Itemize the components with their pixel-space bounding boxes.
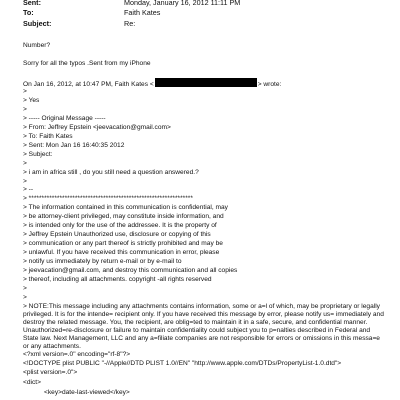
confidential-line: > communication or any part thereof is strictly prohibited and may be (23, 240, 223, 247)
body-sorry: Sorry for all the typos .Sent from my iPhone (23, 60, 151, 67)
confidential-line: > The information contained in this communication is confidential, may (23, 204, 228, 211)
confidential-line: > Jeffrey Epstein Unauthorized use, disclosure or copying of this (23, 231, 211, 238)
quote-line: > (23, 88, 27, 95)
header-subject-value: Re: (124, 19, 136, 28)
wrote-before: On Jan 16, 2012, at 10:47 PM, Faith Kates < (23, 81, 154, 88)
xml-doctype: <!DOCTYPE plist PUBLIC "-//Apple//DTD PLIST 1.0//EN" "http://www.apple.com/DTDs/PropertyList-1.0.dtd"> (23, 360, 342, 367)
header-sent-value: Monday, January 16, 2012 11:11 PM (124, 0, 241, 7)
quote-stars: > **************************************************************** (23, 195, 193, 202)
quote-original-message: > ----- Original Message ----- (23, 115, 106, 122)
quote-subject: > Subject: (23, 151, 53, 158)
quote-dashes: > -- (23, 186, 34, 193)
confidential-line: > unlawful. If you have received this communication in error, please (23, 249, 220, 256)
quote-line: > (23, 294, 27, 301)
quote-yes: > Yes (23, 97, 40, 104)
xml-declaration: <?xml version=.0" encoding="rf-8"?> (23, 351, 131, 358)
confidential-line: > is intended only for the use of the addressee. It is the property of (23, 222, 217, 229)
body-wrote-line (23, 78, 281, 89)
quote-to: > To: Faith Kates (23, 133, 73, 140)
header-to-label: To: (23, 8, 34, 17)
quote-line: > (23, 178, 27, 185)
header-subject-label: Subject: (23, 19, 52, 28)
redaction-bar (155, 78, 257, 87)
quote-line: > (23, 285, 27, 292)
quote-sent: > Sent: Mon Jan 16 16:40:35 2012 (23, 142, 125, 149)
quote-from: > From: Jeffrey Epstein <jeevacation@gmail.com> (23, 124, 171, 131)
quote-line: > (23, 160, 27, 167)
xml-dict: <dict> (23, 379, 41, 386)
header-sent-label: Sent: (23, 0, 41, 7)
confidential-line: > notify us immediately by return e-mail or by e-mail to (23, 258, 182, 265)
header-to-value: Faith Kates (124, 8, 161, 17)
confidential-line: > be attorney-client privileged, may constitute inside information, and (23, 213, 224, 220)
confidential-line: > thereof, including all attachments. copyright -all rights reserved (23, 276, 212, 283)
xml-key: <key>date-last-viewed</key> (44, 389, 130, 396)
confidential-line: > jeevacation@gmail.com, and destroy this communication and all copies (23, 267, 238, 274)
quote-question: > i am in africa still , do you still need a question answered.? (23, 169, 199, 176)
quote-line: > (23, 106, 27, 113)
legal-note: > NOTE:This message including any attachments contains information, some or a=l of which, may be proprietary or legally privileged. It is for the intende= recipient only. If you have received this message by error, please notify us= immediately and destroy the related message. You, the recipient, are oblig=ted to maintain it in a safe, secure, and confidential manner. Unauthorized=re-disclosure or failure to maintain confidentiality could subject you to p=nalties described in Federal and State law. Next Management, LLC and any a=filiate companies are not responsible for errors or omissions in this messa=e or any attachments. (23, 303, 384, 350)
xml-plist: <plist version=.0"> (23, 369, 78, 376)
body-number: Number? (23, 42, 51, 49)
wrote-after: > wrote: (257, 81, 282, 88)
